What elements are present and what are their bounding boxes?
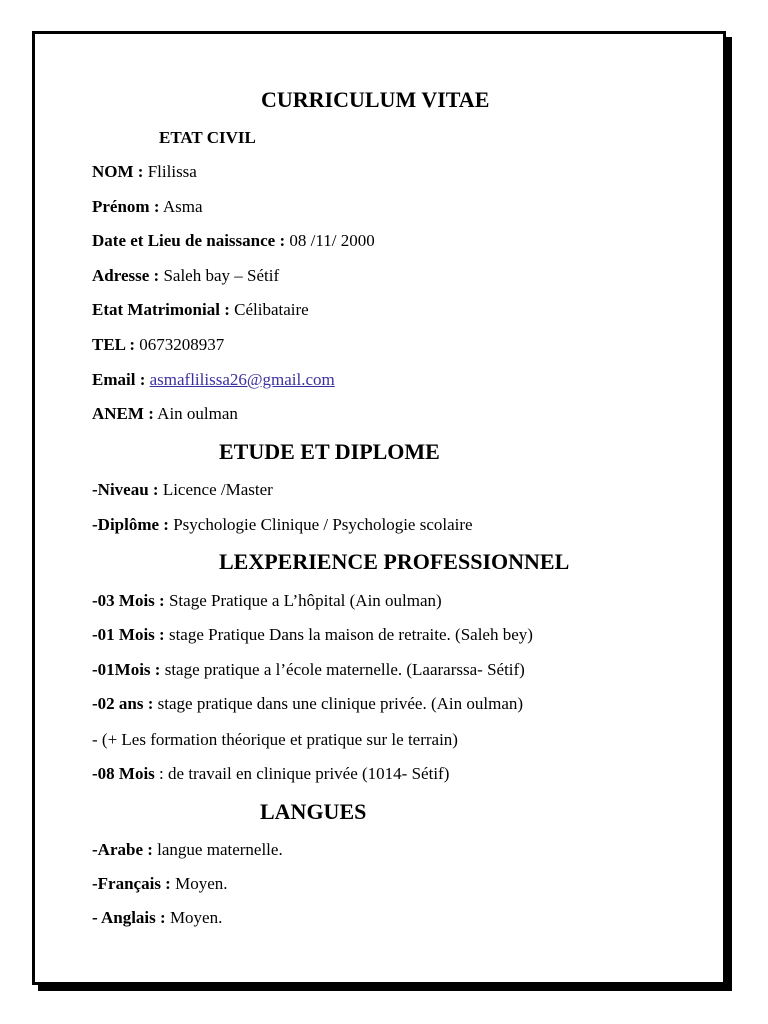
experience-label: -03 Mois : [92,591,165,610]
anem-line [92,404,238,424]
anem-value: Ain oulman [157,404,238,423]
matrimonial-line [92,300,309,320]
experience-value: stage Pratique Dans la maison de retraite. (Saleh bey) [168,625,533,644]
langue-value: langue maternelle. [157,840,283,859]
experience-label: -02 ans : [92,694,154,713]
langues-heading: LANGUES [260,799,367,824]
langue-value: Moyen. [169,908,223,927]
diplome-value: Psychologie Clinique / Psychologie scolaire [173,515,473,534]
langue-label: -Français : [92,874,171,893]
experience-item [92,694,523,714]
experience-item [92,764,449,784]
prenom-value: Asma [162,197,203,216]
experience-value: Stage Pratique a L’hôpital (Ain oulman) [168,591,442,610]
naissance-value: 08 /11/ 2000 [289,231,375,250]
email-line [92,370,335,390]
langue-label: -Arabe : [92,840,153,859]
email-link[interactable]: asmaflilissa26@gmail.com [149,370,335,389]
diplome-label: -Diplôme : [92,515,169,534]
tel-label: TEL : [92,335,135,354]
experience-label: -08 Mois [92,764,155,783]
adresse-line [92,266,279,286]
experience-value: stage pratique dans une clinique privée. (Ain oulman) [157,694,524,713]
langue-item [92,874,228,894]
matrimonial-label: Etat Matrimonial : [92,300,230,319]
experience-value: - (+ Les formation théorique et pratique sur le terrain) [92,730,458,749]
nom-label: NOM : [92,162,144,181]
langue-label: - Anglais : [92,908,166,927]
naissance-label: Date et Lieu de naissance : [92,231,286,250]
diplome-line [92,515,473,535]
experience-item [92,625,533,645]
niveau-label: -Niveau : [92,480,159,499]
experience-heading: LEXPERIENCE PROFESSIONNEL [219,549,570,574]
tel-value: 0673208937 [139,335,225,354]
experience-item [92,591,442,611]
anem-label: ANEM : [92,404,154,423]
prenom-line [92,197,203,217]
cv-title: CURRICULUM VITAE [261,87,490,112]
tel-line [92,335,224,355]
langue-item [92,908,222,928]
experience-item [92,660,525,680]
etat-civil-heading: ETAT CIVIL [159,128,256,147]
matrimonial-value: Célibataire [234,300,309,319]
experience-value: : de travail en clinique privée (1014- Sétif) [159,764,450,783]
etude-heading: ETUDE ET DIPLOME [219,439,440,464]
niveau-value: Licence /Master [162,480,273,499]
experience-value: stage pratique a l’école maternelle. (Laararssa- Sétif) [164,660,525,679]
langue-item [92,840,283,860]
nom-value: Flilissa [147,162,197,181]
experience-label: -01Mois : [92,660,161,679]
experience-item [92,730,458,750]
adresse-label: Adresse : [92,266,160,285]
niveau-line [92,480,273,500]
nom-line [92,162,197,182]
email-label: Email : [92,370,146,389]
naissance-line [92,231,375,251]
prenom-label: Prénom : [92,197,160,216]
experience-label: -01 Mois : [92,625,165,644]
adresse-value: Saleh bay – Sétif [163,266,280,285]
langue-value: Moyen. [175,874,228,893]
